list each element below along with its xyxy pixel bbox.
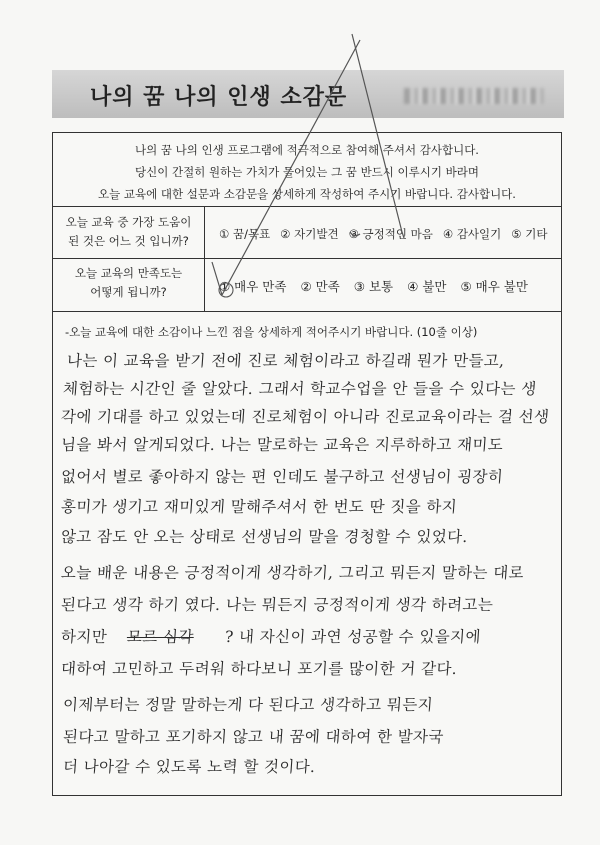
- essay-line-2: 체험하는 시간인 줄 알았다. 그래서 학교수업을 안 들을 수 있다는 생: [62, 380, 538, 398]
- question-1-label: [53, 207, 205, 258]
- q2-option-3[interactable]: ③ 보통: [353, 279, 394, 294]
- essay-line-3: 각에 기대를 하고 있었는데 진로체험이 아니라 진로교육이라는 걸 선생: [60, 408, 550, 426]
- essay-line-9: 된다고 생각 하기 였다. 나는 뭐든지 긍정적이게 생각 하려고는: [60, 596, 494, 614]
- intro-line-1: 나의 꿈 나의 인생 프로그램에 적극적으로 참여해 주셔서 감사합니다.: [135, 143, 479, 157]
- question-1-options: [219, 226, 547, 242]
- essay-line-14: 더 나아갈 수 있도록 노력 할 것이다.: [62, 758, 317, 776]
- question-2-label: [53, 258, 205, 311]
- q1-option-3[interactable]: ③ 긍정적인 마음: [348, 227, 433, 241]
- q1-option-2[interactable]: ② 자기발견: [280, 227, 339, 241]
- intro-line-3: 오늘 교육에 대한 설문과 소감문을 상세하게 작성하여 주시기 바랍니다. 감사합니다.: [98, 187, 516, 201]
- q1-option-1[interactable]: ① 꿈/목표: [219, 227, 271, 241]
- question-2-line-2: 어떻게 됩니까?: [90, 285, 167, 299]
- q1-option-5[interactable]: ⑤ 기타: [511, 227, 548, 241]
- essay-line-6: 홍미가 생기고 재미있게 말해주셔서 한 번도 딴 짓을 하지: [60, 498, 458, 516]
- q1-option-4[interactable]: ④ 감사일기: [442, 227, 502, 241]
- question-2-line-1: 오늘 교육의 만족도는: [74, 266, 183, 280]
- q2-option-5[interactable]: ⑤ 매우 불만: [460, 279, 528, 294]
- question-1-line-2: 된 것은 어느 것 입니까?: [68, 234, 189, 248]
- page-title: 나의 꿈 나의 인생 소감문: [90, 85, 348, 110]
- essay-line-10b: ? 내 자신이 과연 성공할 수 있을지에: [224, 628, 482, 646]
- essay-line-11: 대하여 고민하고 두려워 하다보니 포기를 많이한 거 같다.: [60, 660, 458, 678]
- question-2-options: [219, 277, 528, 295]
- essay-line-7: 않고 잠도 안 오는 상태로 선생님의 말을 경청할 수 있었다.: [60, 528, 469, 546]
- essay-line-5: 없어서 별로 좋아하지 않는 편 인데도 불구하고 선생님이 굉장히: [60, 468, 504, 486]
- essay-line-13: 된다고 말하고 포기하지 않고 내 꿈에 대하여 한 발자국: [62, 728, 445, 746]
- intro-line-2: 당신이 간절히 원하는 가치가 들어있는 그 꿈 반드시 이루시기 바라며: [135, 165, 479, 179]
- redacted-name: [404, 88, 544, 104]
- question-2-row: [53, 258, 561, 312]
- essay-line-4: 님을 봐서 알게되었다. 나는 말로하는 교육은 지루하하고 재미도: [60, 436, 504, 454]
- q2-option-1[interactable]: ① 매우 만족: [219, 279, 287, 294]
- intro-text: [53, 133, 561, 207]
- question-1-line-1: 오늘 교육 중 가장 도움이: [65, 215, 192, 229]
- crossed-out-text: 모르 심각: [126, 628, 195, 646]
- q2-option-4[interactable]: ④ 불만: [407, 279, 447, 294]
- survey-form: [52, 132, 562, 796]
- essay-prompt: -오늘 교육에 대한 소감이나 느낀 점을 상세하게 적어주시기 바랍니다. (10줄 이상): [65, 325, 478, 339]
- essay-line-12: 이제부터는 정말 말하는게 다 된다고 생각하고 뭐든지: [62, 696, 434, 714]
- question-1-row: [53, 207, 561, 259]
- essay-line-10a: 하지만: [60, 628, 108, 646]
- essay-line-8: 오늘 배운 내용은 긍정적이게 생각하기, 그리고 뭐든지 말하는 대로: [60, 564, 525, 582]
- essay-line-1: 나는 이 교육을 받기 전에 진로 체험이라고 하길래 뭔가 만들고,: [66, 352, 506, 370]
- q2-option-2[interactable]: ② 만족: [300, 279, 340, 294]
